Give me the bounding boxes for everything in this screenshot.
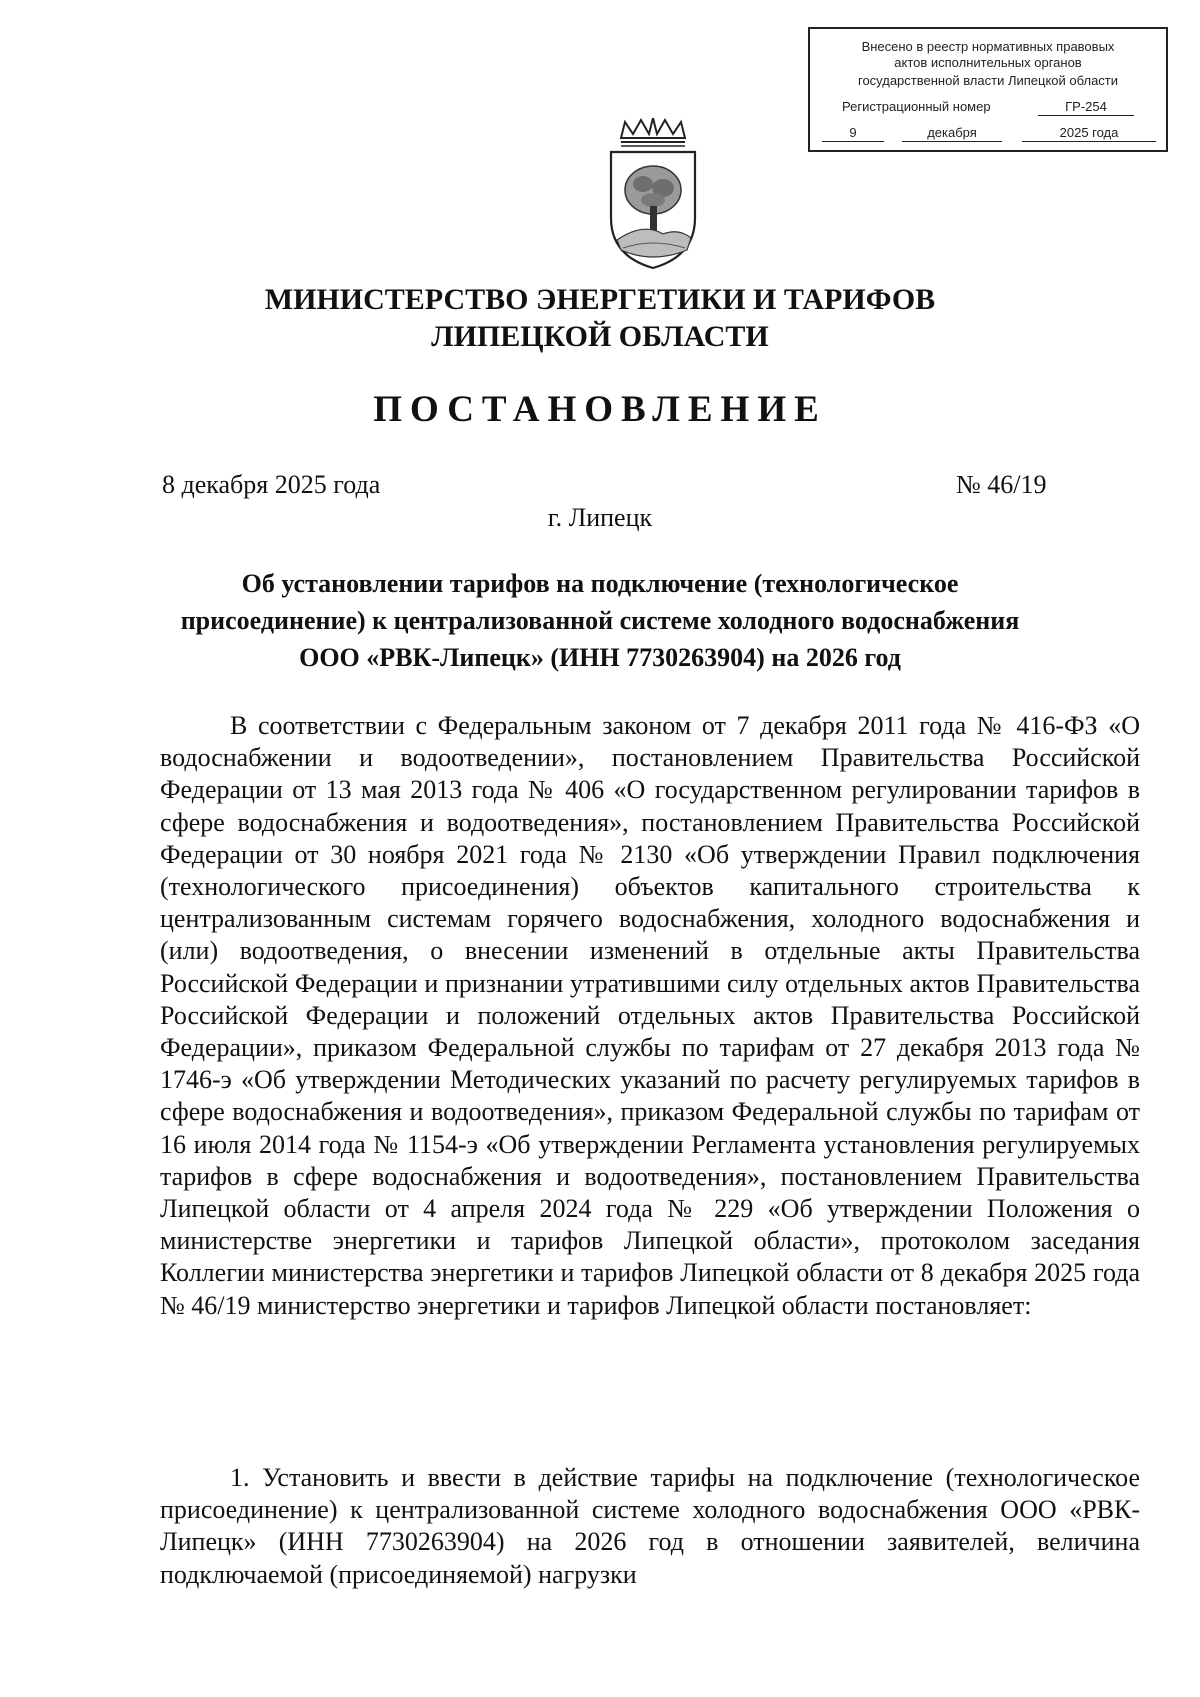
document-number: № 46/19 [956, 470, 1047, 499]
document-city: г. Липецк [547, 503, 653, 532]
ministry-name-line-2: ЛИПЕЦКОЙ ОБЛАСТИ [431, 320, 769, 353]
stamp-year: 2025 года [1022, 125, 1156, 142]
registry-stamp [808, 27, 1168, 152]
stamp-reg-label: Регистрационный номер [842, 99, 991, 114]
stamp-day: 9 [822, 125, 884, 142]
ministry-name-line-1: МИНИСТЕРСТВО ЭНЕРГЕТИКИ И ТАРИФОВ [264, 283, 936, 316]
document-date: 8 декабря 2025 года [162, 470, 381, 499]
document-type: ПОСТАНОВЛЕНИЕ [373, 389, 827, 430]
stamp-line-3: государственной власти Липецкой области [857, 73, 1119, 88]
stamp-registration-row [810, 99, 1166, 117]
stamp-line-1: Внесено в реестр нормативных правовых [861, 39, 1115, 54]
stamp-reg-number: ГР-254 [1038, 99, 1134, 116]
stamp-line-2: актов исполнительных органов [894, 55, 1082, 70]
lipetsk-coat-of-arms-icon [603, 118, 703, 273]
stamp-month: декабря [902, 125, 1002, 142]
preamble-paragraph: В соответствии с Федеральным законом от 7 декабря 2011 года № 416-ФЗ «О водоснабжении и водоотведении», постановлением Правительства Российской Федерации от 13 мая 2013 года № 406 «О государственном регулировании тарифов в сфере водоснабжения и водоотведения», постановлением Правительства Российской Федерации от 30 ноября 2021 года № 2130 «Об утверждении Правил подключения (технологического присоединения) объектов капитального строительства к централизованным системам горячего водоснабжения, холодного водоснабжения и (или) водоотведения, о внесении изменений в отдельные акты Правительства Российской Федерации и признании утратившими силу отдельных актов Правительства Российской Федерации и положений отдельных актов Правительства Российской Федерации», приказом Федеральной службы по тарифам от 27 декабря 2013 года № 1746-э «Об утверждении Методических указаний по расчету регулируемых тарифов в сфере водоснабжения и водоотведения», приказом Федеральной службы по тарифам от 16 июля 2014 года № 1154-э «Об утверждении Регламента установления регулируемых тарифов в сфере водоснабжения и водоотведения», постановлением Правительства Липецкой области от 4 апреля 2024 года № 229 «Об утверждении Положения о министерстве энергетики и тарифов Липецкой области», протоколом заседания Коллегии министерства энергетики и тарифов Липецкой области от 8 декабря 2025 года № 46/19 министерство энергетики и тарифов Липецкой области постановляет: [160, 711, 1140, 1320]
item-1-paragraph: 1. Установить и ввести в действие тарифы на подключение (технологическое присоединение) к централизованной системе холодного водоснабжения ООО «РВК-Липецк» (ИНН 7730263904) на 2026 год в отношении заявителей, величина подключаемой (присоединяемой) нагрузки [160, 1463, 1140, 1589]
stamp-date-row [810, 125, 1166, 143]
document-title: Об установлении тарифов на подключение (технологическое присоединение) к централизованной системе холодного водоснабжения ООО «РВК-Липецк» (ИНН 7730263904) на 2026 год [180, 569, 1020, 672]
